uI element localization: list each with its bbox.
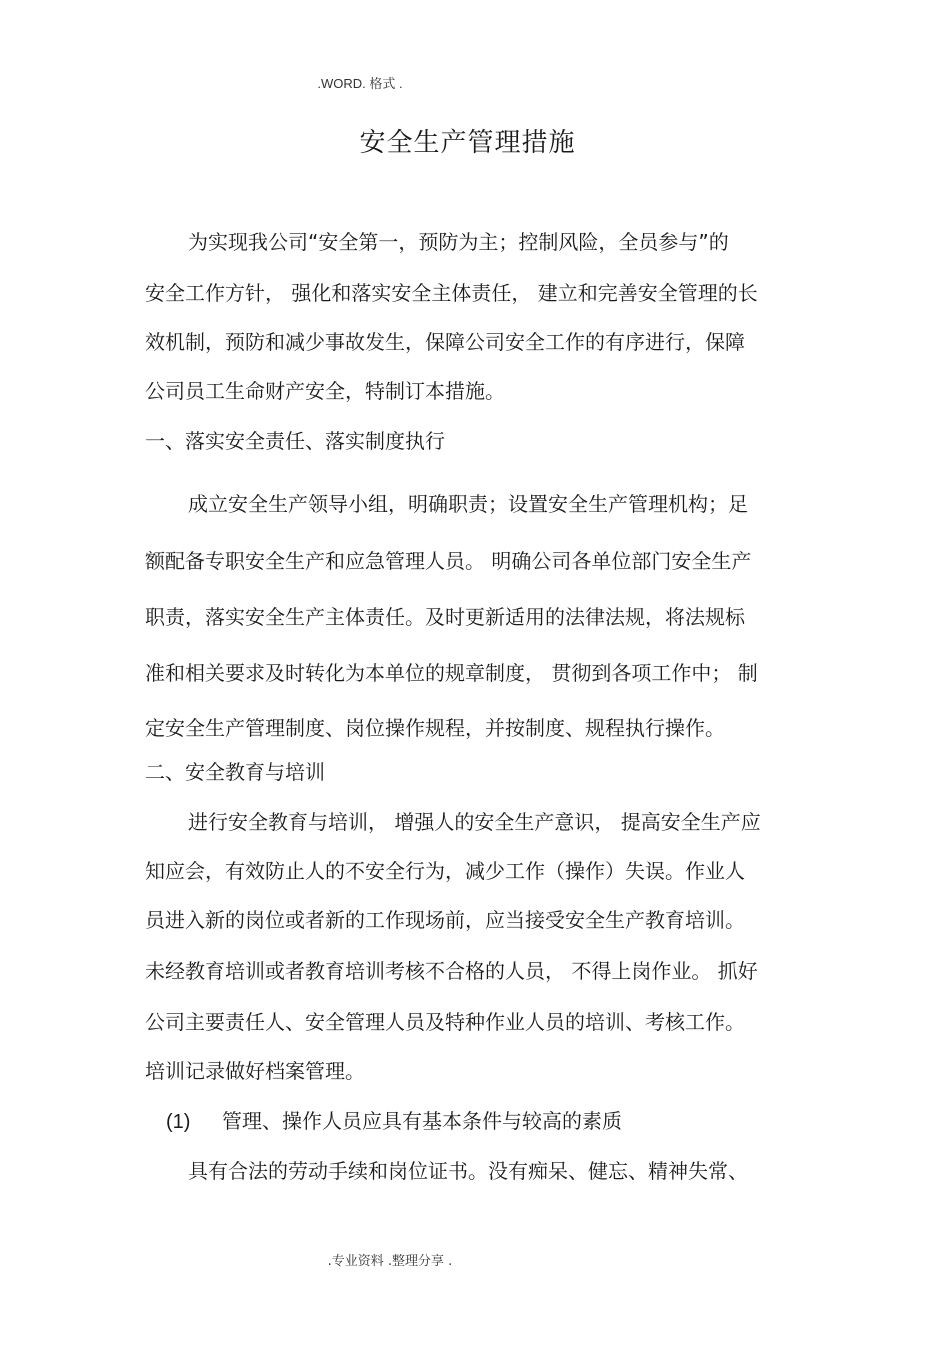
page-header: .WORD. 格式 . <box>317 76 403 91</box>
paragraph-line: 知应会，有效防止人的不安全行为，减少工作（操作）失误。作业人 <box>145 859 745 883</box>
paragraph-line: 职责，落实安全生产主体责任。及时更新适用的法律法规，将法规标 <box>145 605 745 629</box>
paragraph-line: 效机制，预防和减少事故发生，保障公司安全工作的有序进行，保障 <box>145 330 745 354</box>
paragraph-line: 进行安全教育与培训， 增强人的安全生产意识， 提高安全生产应 <box>188 810 761 834</box>
paragraph-line: 定安全生产管理制度、岗位操作规程，并按制度、规程执行操作。 <box>145 716 725 740</box>
paragraph-line: 公司员工生命财产安全，特制订本措施。 <box>145 379 505 403</box>
section-heading: 二、安全教育与培训 <box>145 760 325 784</box>
numbered-item <box>166 1107 622 1136</box>
paragraph-line: 培训记录做好档案管理。 <box>145 1059 365 1083</box>
paragraph-line: 公司主要责任人、安全管理人员及特种作业人员的培训、考核工作。 <box>145 1010 745 1034</box>
paragraph-line: 员进入新的岗位或者新的工作现场前，应当接受安全生产教育培训。 <box>145 908 745 932</box>
document-title: 安全生产管理措施 <box>359 128 576 158</box>
item-text: 管理、操作人员应具有基本条件与较高的素质 <box>222 1109 622 1133</box>
paragraph-line: 额配备专职安全生产和应急管理人员。 明确公司各单位部门安全生产 <box>145 549 752 573</box>
paragraph-line: 具有合法的劳动手续和岗位证书。没有痴呆、健忘、精神失常、 <box>188 1159 748 1183</box>
paragraph-line: 未经教育培训或者教育培训考核不合格的人员， 不得上岗作业。 抓好 <box>145 959 758 983</box>
paragraph-line: 准和相关要求及时转化为本单位的规章制度， 贯彻到各项工作中； 制 <box>145 661 758 685</box>
paragraph-line: 为实现我公司“安全第一，预防为主；控制风险，全员参与”的 <box>188 230 729 254</box>
section-heading: 一、落实安全责任、落实制度执行 <box>145 429 445 453</box>
page-footer: .专业资料 .整理分享 . <box>327 1254 453 1269</box>
paragraph-line: 安全工作方针， 强化和落实安全主体责任， 建立和完善安全管理的长 <box>145 281 758 305</box>
item-number: (1) <box>166 1111 191 1133</box>
paragraph-line: 成立安全生产领导小组，明确职责；设置安全生产管理机构；足 <box>188 492 748 516</box>
